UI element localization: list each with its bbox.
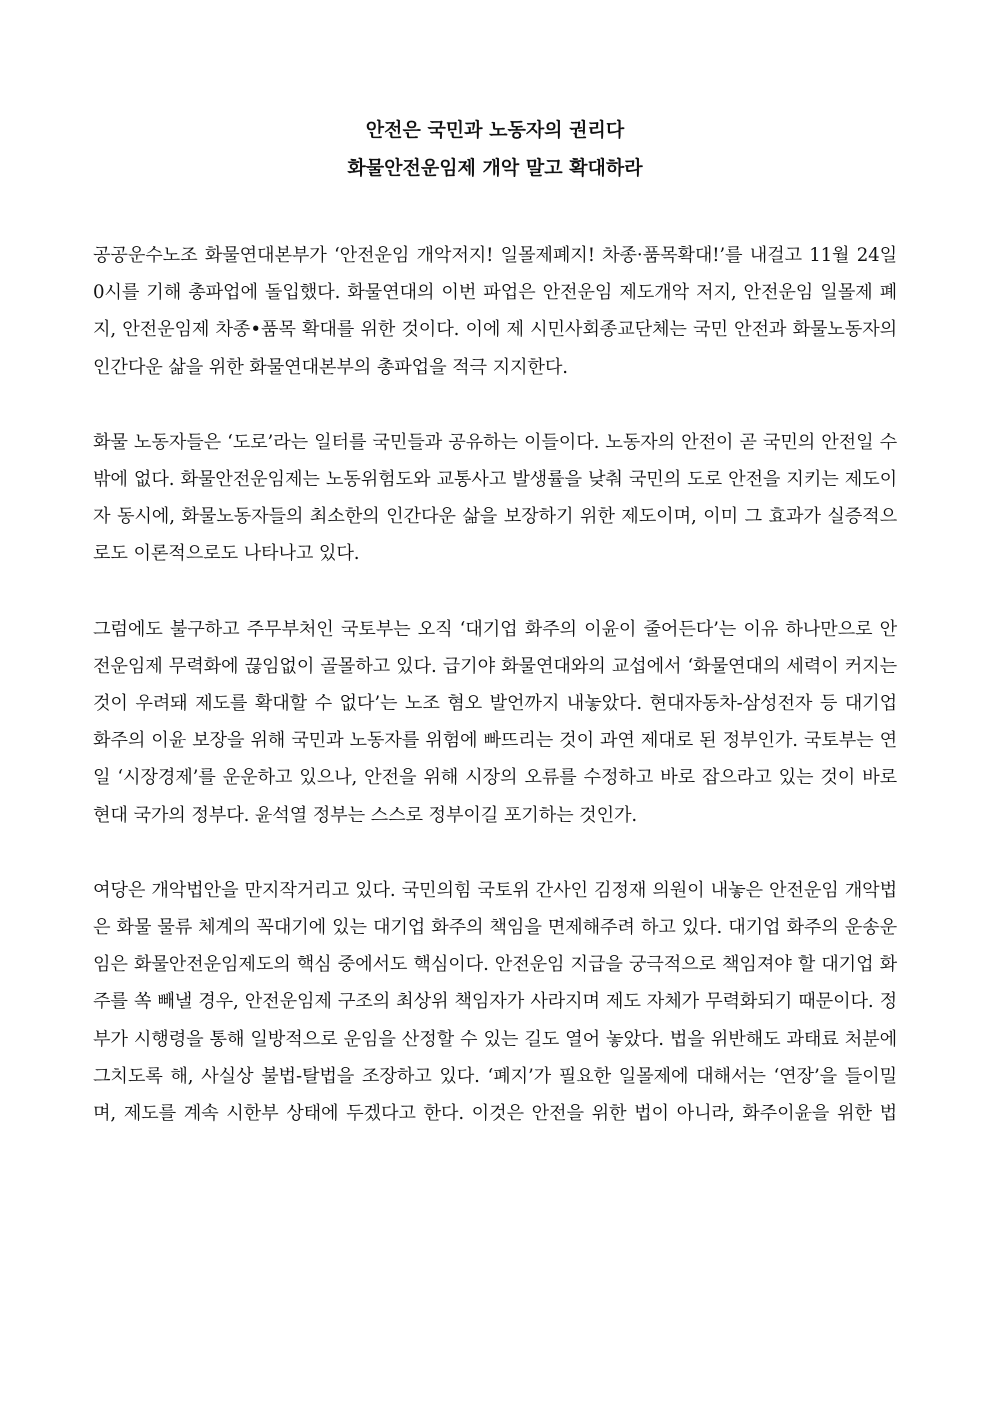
title-line-1: 안전은 국민과 노동자의 권리다 (365, 119, 625, 141)
paragraph-2: 화물 노동자들은 ‘도로’라는 일터를 국민들과 공유하는 이들이다. 노동자의 안전이 곧 국민의 안전일 수밖에 없다. 화물안전운임제는 노동위험도와 교통사고 발생률을 낮춰 국민의 도로 안전을 지키는 제도이자 동시에, 화물노동자들의 최소한의 인간다운 삶을 보장하기 위한 제도이며, 이미 그 효과가 실증적으로도 이론적으로도 나타나고 있다. (93, 431, 897, 565)
title-line-2: 화물안전운임제 개악 말고 확대하라 (347, 157, 643, 179)
paragraph-3: 그럼에도 불구하고 주무부처인 국토부는 오직 ‘대기업 화주의 이윤이 줄어든다’는 이유 하나만으로 안전운임제 무력화에 끊임없이 골몰하고 있다. 급기야 화물연대와의 교섭에서 ‘화물연대의 세력이 커지는 것이 우려돼 제도를 확대할 수 없다’는 노조 혐오 발언까지 내놓았다. 현대자동차-삼성전자 등 대기업 화주의 이윤 보장을 위해 국민과 노동자를 위험에 빠뜨리는 것이 과연 제대로 된 정부인가. 국토부는 연일 ‘시장경제’를 운운하고 있으나, 안전을 위해 시장의 오류를 수정하고 바로 잡으라고 있는 것이 바로 현대 국가의 정부다. 윤석열 정부는 스스로 정부이길 포기하는 것인가. (93, 618, 897, 826)
title-block (93, 111, 897, 187)
paragraph-4: 여당은 개악법안을 만지작거리고 있다. 국민의힘 국토위 간사인 김정재 의원이 내놓은 안전운임 개악법은 화물 물류 체계의 꼭대기에 있는 대기업 화주의 책임을 면제해주려 하고 있다. 대기업 화주의 운송운임은 화물안전운임제도의 핵심 중에서도 핵심이다. 안전운임 지급을 궁극적으로 책임져야 할 대기업 화주를 쏙 빼낼 경우, 안전운임제 구조의 최상위 책임자가 사라지며 제도 자체가 무력화되기 때문이다. 정부가 시행령을 통해 일방적으로 운임을 산정할 수 있는 길도 열어 놓았다. 법을 위반해도 과태료 처분에 그치도록 해, 사실상 불법-탈법을 조장하고 있다. ‘폐지’가 필요한 일몰제에 대해서는 ‘연장’을 들이밀며, 제도를 계속 시한부 상태에 두겠다고 한다. 이것은 안전을 위한 법이 아니라, 화주이윤을 위한 법 (93, 879, 897, 1125)
document-page (93, 111, 897, 1132)
paragraph-1: 공공운수노조 화물연대본부가 ‘안전운임 개악저지! 일몰제폐지! 차종·품목확대!’를 내걸고 11월 24일 0시를 기해 총파업에 돌입했다. 화물연대의 이번 파업은 안전운임 제도개악 저지, 안전운임 일몰제 폐지, 안전운임제 차종•품목 확대를 위한 것이다. 이에 제 시민사회종교단체는 국민 안전과 화물노동자의 인간다운 삶을 위한 화물연대본부의 총파업을 적극 지지한다. (93, 245, 897, 378)
